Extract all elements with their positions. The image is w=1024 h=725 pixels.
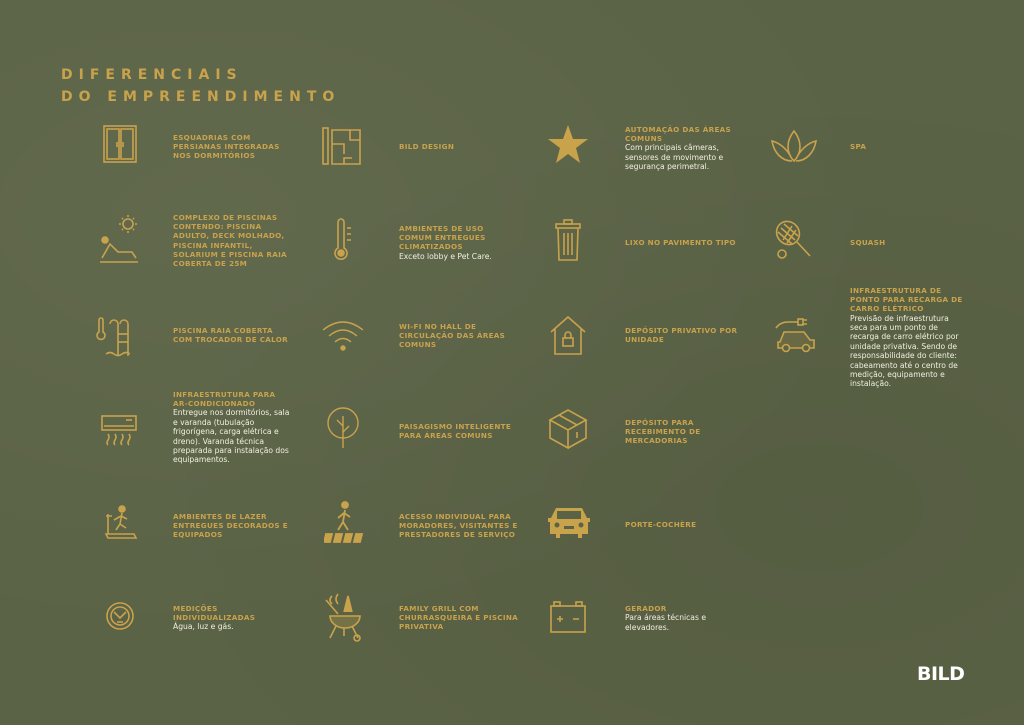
feature-title: DEPÓSITO PARA RECEBIMENTO DE MERCADORIAS	[625, 418, 701, 446]
feature-title: ESQUADRIAS COM PERSIANAS INTEGRADAS NOS DORMITÓRIOS	[173, 133, 280, 161]
sunbather-icon	[96, 214, 144, 264]
feature-text	[399, 512, 519, 540]
feature-text	[399, 322, 519, 350]
air-conditioner-icon	[100, 412, 138, 446]
lotus-icon	[770, 125, 818, 169]
feature-title: LIXO NO PAVIMENTO TIPO	[625, 238, 736, 247]
feature-text	[173, 133, 293, 161]
feature-text	[399, 422, 519, 440]
feature-text	[399, 142, 519, 151]
feature-title: INFRAESTRUTURA DE PONTO PARA RECARGA DE CARRO ELÉTRICO	[850, 286, 963, 314]
gauge-icon	[104, 600, 136, 634]
car-front-icon	[546, 504, 592, 540]
page-title-line-2: DO EMPREENDIMENTO	[61, 89, 341, 105]
feature-title: FAMILY GRILL COM CHURRASQUEIRA E PISCINA PRIVATIVA	[399, 604, 519, 632]
feature-description: Para áreas técnicas e elevadores.	[625, 613, 707, 632]
feature-title: ACESSO INDIVIDUAL PARA MORADORES, VISITANTES E PRESTADORES DE SERVIÇO	[399, 512, 518, 540]
grill-icon	[322, 592, 366, 642]
feature-text	[399, 604, 519, 632]
feature-title: PISCINA RAIA COBERTA COM TROCADOR DE CALOR	[173, 326, 289, 345]
page-title-line-1: DIFERENCIAIS	[61, 67, 243, 83]
feature-title: AUTOMAÇÃO DAS ÁREAS COMUNS	[625, 125, 732, 144]
feature-title: WI-FI NO HALL DE CIRCULAÇÃO DAS ÁREAS COMUNS	[399, 322, 506, 350]
feature-title: MEDIÇÕES INDIVIDUALIZADAS	[173, 604, 256, 623]
feature-text	[173, 512, 293, 540]
trash-bin-icon	[552, 218, 584, 262]
page-title	[61, 64, 340, 108]
thermometer-icon	[328, 218, 356, 262]
feature-text	[173, 213, 293, 268]
feature-title: DEPÓSITO PRIVATIVO POR UNIDADE	[625, 326, 738, 345]
battery-icon	[548, 598, 588, 636]
feature-text	[625, 520, 745, 529]
pool-ladder-icon	[96, 316, 130, 360]
package-box-icon	[546, 406, 590, 450]
window-icon	[98, 122, 142, 166]
feature-description: Entregue nos dormitórios, sala e varanda (tubulação frigorígena, carga elétrica e dreno). Varanda técnica preparada para instalação dos equipamentos.	[173, 408, 290, 465]
tree-icon	[324, 406, 362, 450]
feature-title: COMPLEXO DE PISCINAS CONTENDO: PISCINA ADULTO, DECK MOLHADO, PISCINA INFANTIL, SOLARIUM E PISCINA RAIA COBERTA DE 25M	[173, 213, 287, 269]
feature-description: Previsão de infraestrutura seca para um ponto de recarga de carro elétrico por unidade privativa. Sendo de responsabilidade do cliente: cabeamento até o centro de medição, equipamento e instalação.	[850, 313, 959, 389]
feature-title: GERADOR	[625, 604, 667, 613]
feature-title: AMBIENTES DE USO COMUM ENTREGUES CLIMATIZADOS	[399, 224, 486, 252]
feature-title: PAISAGISMO INTELIGENTE PARA ÁREAS COMUNS	[399, 422, 512, 441]
feature-title: SPA	[850, 142, 867, 151]
feature-text	[399, 224, 519, 261]
feature-text	[625, 326, 745, 344]
feature-title: INFRAESTRUTURA PARA AR-CONDICIONADO	[173, 390, 276, 409]
feature-title: BILD DESIGN	[399, 142, 455, 151]
star-icon	[546, 123, 590, 167]
feature-text	[173, 604, 293, 632]
feature-title: SQUASH	[850, 238, 886, 247]
feature-text	[625, 238, 745, 247]
feature-text	[173, 390, 293, 465]
treadmill-icon	[102, 504, 138, 540]
feature-text	[850, 286, 966, 389]
feature-text	[850, 142, 970, 151]
feature-title: AMBIENTES DE LAZER ENTREGUES DECORADOS E EQUIPADOS	[173, 512, 288, 540]
feature-title: PORTE-COCHÈRE	[625, 520, 697, 529]
feature-text	[850, 238, 970, 247]
wifi-icon	[320, 316, 366, 360]
feature-description: Exceto lobby e Pet Care.	[399, 251, 492, 261]
feature-description: Com principais câmeras, sensores de movimento e segurança perimetral.	[625, 143, 724, 172]
electric-car-icon	[774, 316, 818, 356]
house-lock-icon	[548, 314, 588, 358]
feature-text	[173, 326, 293, 344]
floorplan-icon	[320, 124, 364, 168]
feature-text	[625, 418, 745, 446]
bild-logo: BILD	[917, 663, 965, 685]
feature-description: Água, luz e gás.	[173, 622, 234, 632]
pedestrian-icon	[324, 500, 364, 544]
feature-text	[625, 125, 745, 172]
tennis-racket-icon	[772, 218, 816, 262]
feature-text	[625, 604, 745, 632]
